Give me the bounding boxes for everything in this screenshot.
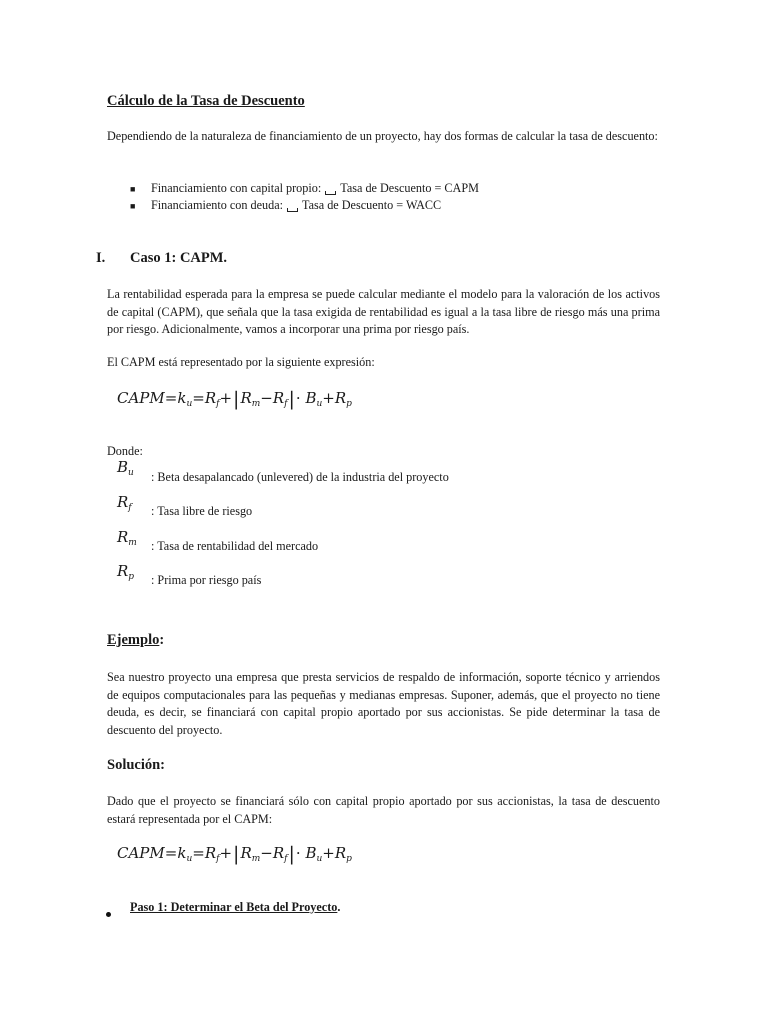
symbol-rf: $R_f$ [117, 493, 132, 513]
bullet-item [130, 197, 135, 216]
arrow-icon [287, 208, 298, 212]
bullet-left-text: Financiamiento con deuda: [151, 198, 283, 212]
bullet-left-text: Financiamiento con capital propio: [151, 181, 322, 195]
capm-paragraph: La rentabilidad esperada para la empresa se puede calcular mediante el modelo para la valoración de los activos de capital (CAPM), que señala que la tasa exigida de rentabilidad es igual a la tasa libre de riesgo más una prima por riesgo. Adicionalmente, vamos a incorporar una prima por riesgo país. [107, 287, 660, 336]
section-title: Caso 1: CAPM. [130, 250, 228, 266]
paso1-label: Paso 1: Determinar el Beta del Proyecto. [130, 900, 341, 914]
square-bullet-icon: ■ [130, 201, 136, 211]
expression-intro: El CAPM está representado por la siguiente expresión: [107, 355, 375, 369]
bullet-right-text: Tasa de Descuento = CAPM [340, 181, 479, 195]
arrow-icon [325, 191, 336, 195]
page-title: Cálculo de la Tasa de Descuento [107, 93, 305, 109]
definition-text: : Prima por riesgo país [151, 573, 262, 587]
definition-text: : Tasa de rentabilidad del mercado [151, 539, 319, 553]
section-number: I. [96, 250, 106, 266]
solucion-paragraph: Dado que el proyecto se financiará sólo con capital propio aportado por sus accionistas, la tasa de descuento estará representada por el CAPM: [107, 794, 660, 826]
symbol-rp: $R_p$ [117, 562, 135, 582]
bullet-right-text: Tasa de Descuento = WACC [302, 198, 442, 212]
symbol-bu: $B_u$ [117, 458, 134, 478]
bullet-dot-icon [106, 904, 111, 922]
definition-text: : Tasa libre de riesgo [151, 504, 253, 518]
definition-text: : Beta desapalancado (unlevered) de la industria del proyecto [151, 470, 449, 484]
solucion-heading: Solución: [107, 757, 166, 773]
intro-paragraph: Dependiendo de la naturaleza de financiamiento de un proyecto, hay dos formas de calcular la tasa de descuento: [107, 129, 658, 143]
capm-formula-2: $CAPM=k_u=R_f+|R_m-R_f|\cdot B_u+R_p$ [117, 843, 352, 865]
ejemplo-paragraph: Sea nuestro proyecto una empresa que presta servicios de respaldo de información, soporte técnico y arriendos de equipos computacionales para las pequeñas y medianas empresas. Suponer, además, que el proyecto no tiene deuda, es decir, se financiará con capital propio aportado por sus accionistas. Se pide determinar la tasa de descuento del proyecto. [107, 670, 660, 737]
bullet-text [151, 197, 441, 215]
symbol-rm: $R_m$ [117, 528, 137, 548]
square-bullet-icon: ■ [130, 184, 136, 194]
donde-label: Donde: [107, 444, 143, 458]
bullet-item [130, 180, 135, 199]
bullet-text [151, 180, 479, 198]
ejemplo-heading: Ejemplo: [107, 632, 165, 648]
capm-formula: $CAPM=k_u=R_f+|R_m-R_f|\cdot B_u+R_p$ [117, 388, 352, 410]
